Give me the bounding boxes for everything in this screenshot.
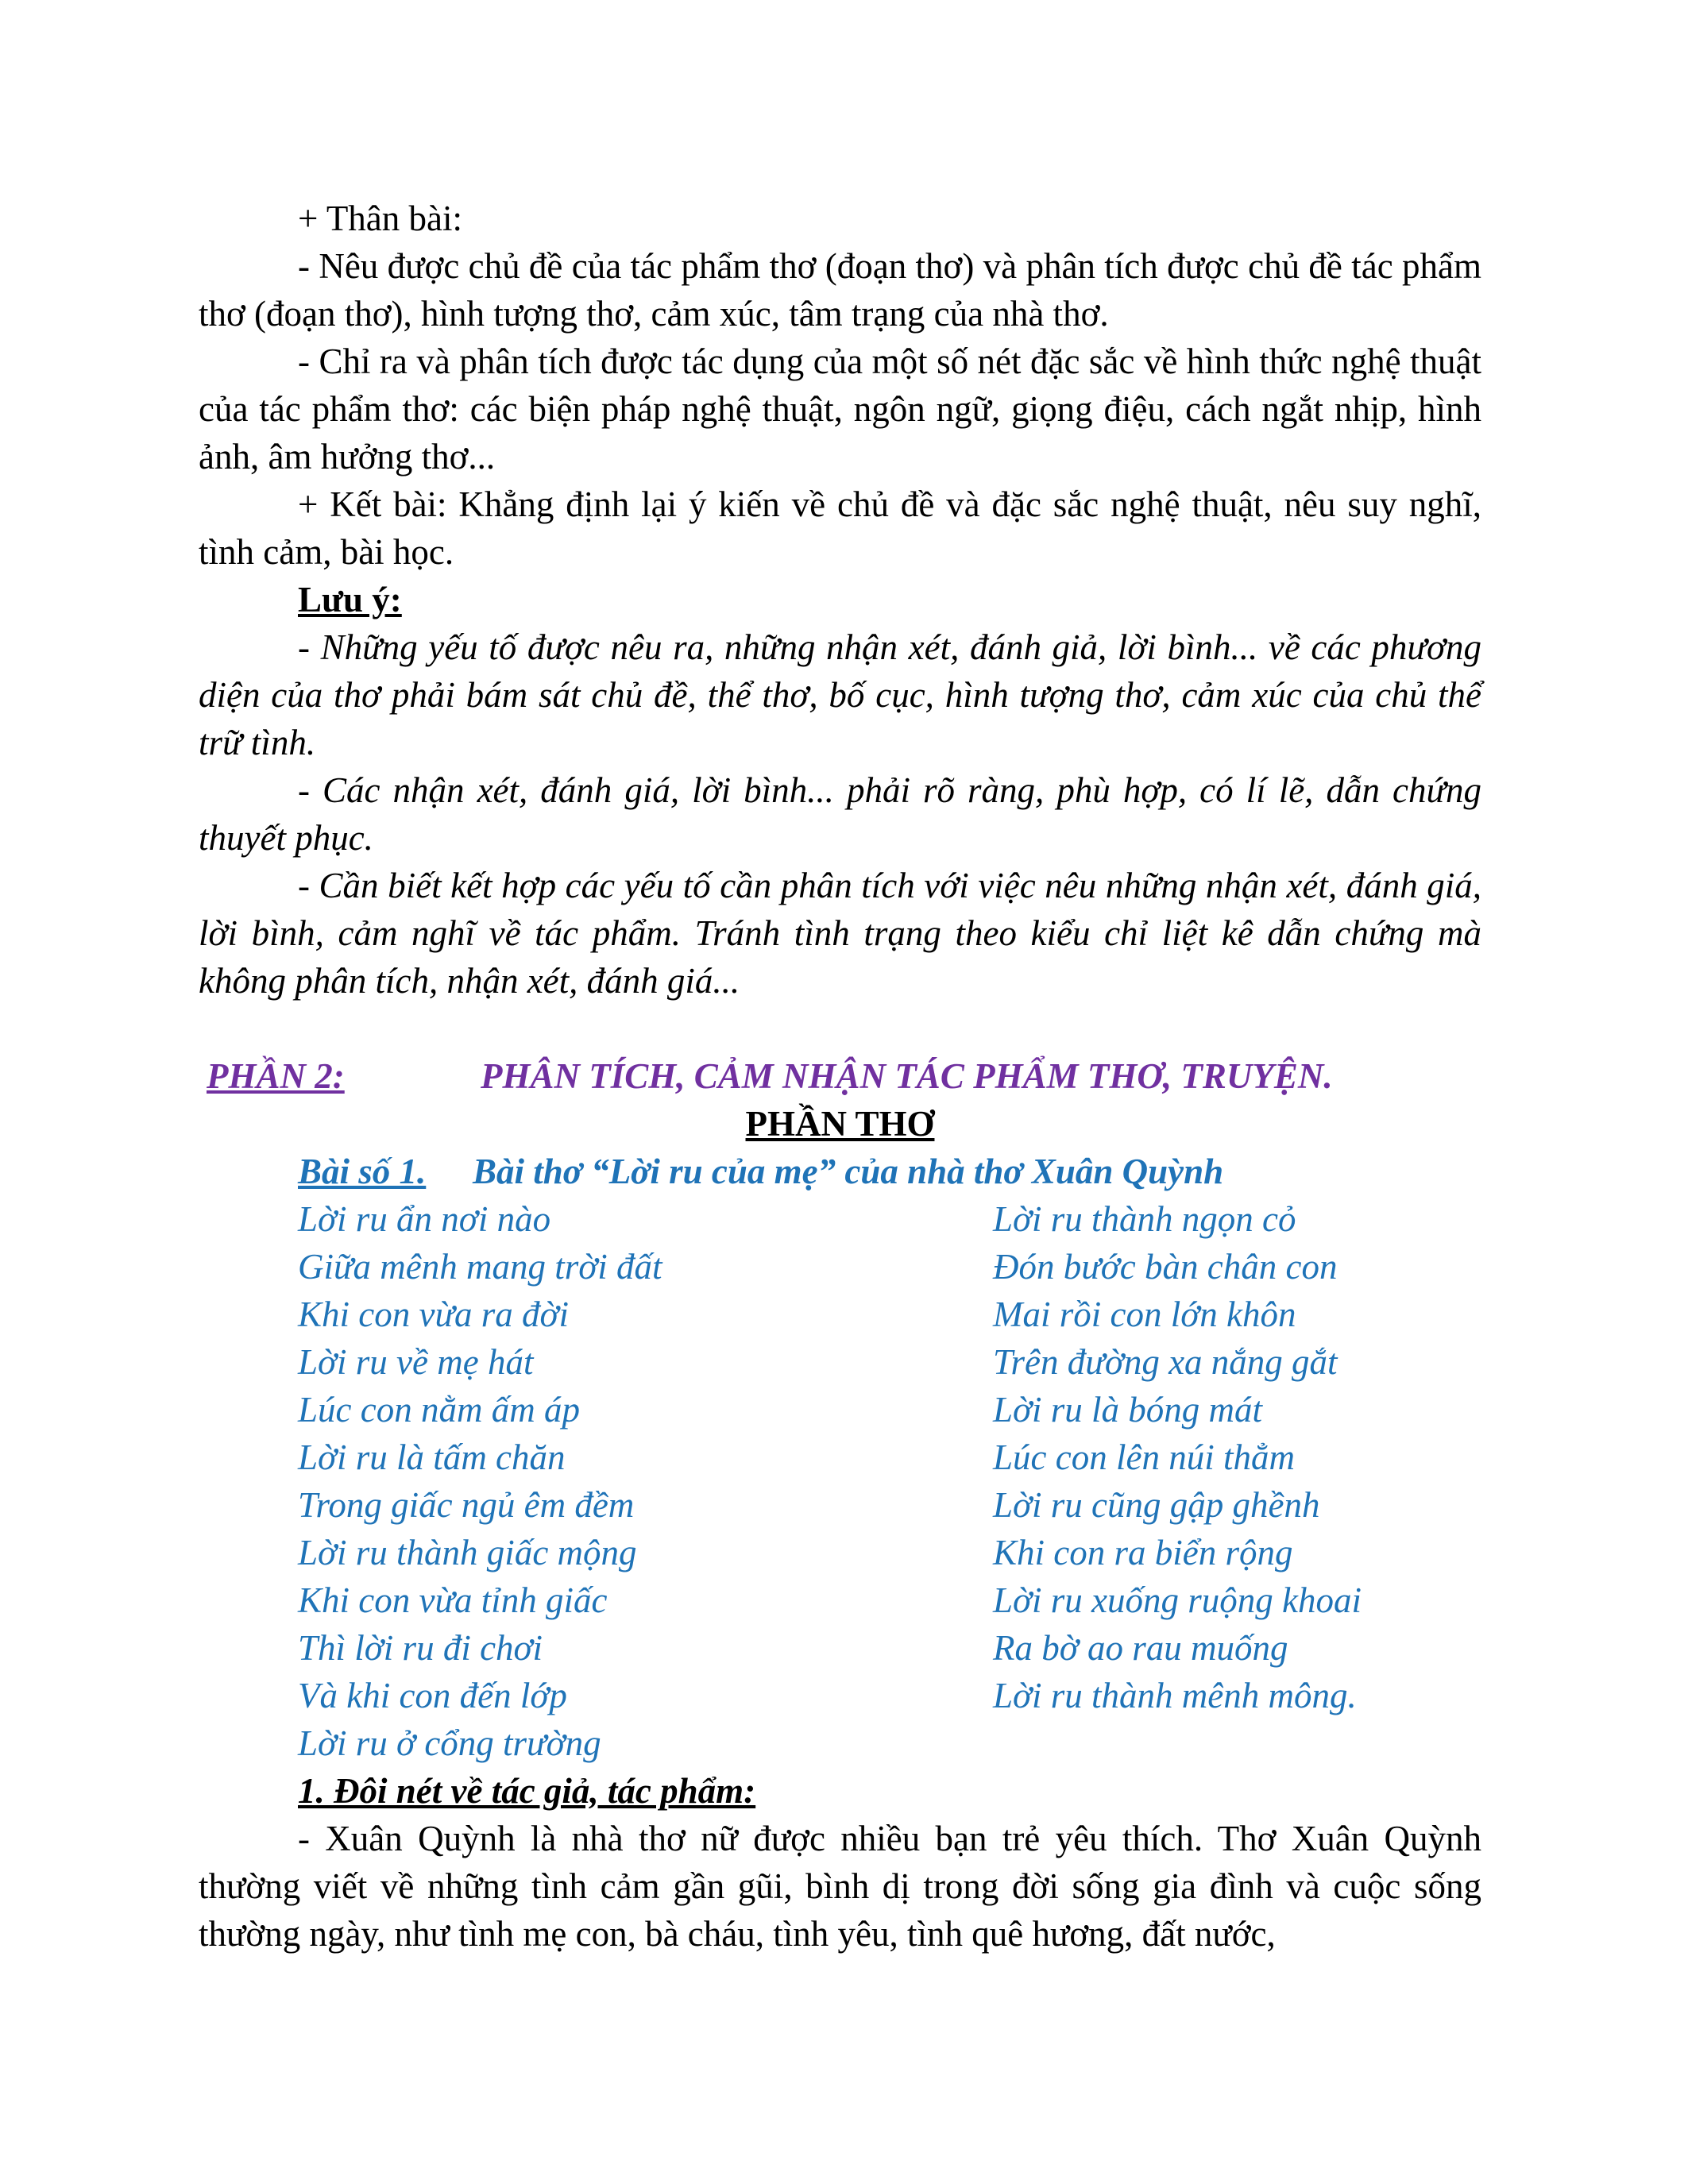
poem-body [199, 1195, 1481, 1767]
poem-verse: Trên đường xa nắng gắt [993, 1342, 1338, 1382]
poem-verse: Đón bước bàn chân con [993, 1247, 1338, 1287]
outline-point-1: - Nêu được chủ đề của tác phẩm thơ (đoạn thơ) và phân tích được chủ đề tác phẩm thơ (đoạn thơ), hình tượng thơ, cảm xúc, tâm trạng của nhà thơ. [199, 246, 1481, 334]
poem-verse: Lúc con nằm ấm áp [298, 1390, 580, 1430]
document-page [199, 195, 1481, 1958]
poem-verse: Lời ru xuống ruộng khoai [993, 1580, 1362, 1620]
poem-number: Bài số 1. [298, 1152, 427, 1191]
author-heading: 1. Đôi nét về tác giả, tác phẩm: [298, 1771, 756, 1811]
poem-heading [199, 1148, 1481, 1195]
poem-verse: Khi con vừa tỉnh giấc [298, 1580, 608, 1620]
note-item-2: - Các nhận xét, đánh giá, lời bình... phải rõ ràng, phù hợp, có lí lẽ, dẫn chứng thuyết phục. [199, 770, 1481, 858]
ket-bai: + Kết bài: Khẳng định lại ý kiến về chủ đề và đặc sắc nghệ thuật, nêu suy nghĩ, tình cảm, bài học. [199, 484, 1481, 572]
poem-verse: Giữa mênh mang trời đất [298, 1247, 662, 1287]
poem-verse: Lời ru ở cổng trường [298, 1723, 601, 1763]
poem-verse: Và khi con đến lớp [298, 1676, 567, 1715]
than-bai-label: + Thân bài: [298, 199, 463, 238]
poem-verse: Mai rồi con lớn khôn [993, 1295, 1296, 1334]
poem-verse: Khi con ra biển rộng [993, 1533, 1293, 1572]
note-heading: Lưu ý: [298, 580, 402, 619]
poem-column-right [993, 1195, 1362, 1719]
poem-verse: Ra bờ ao rau muống [993, 1628, 1288, 1668]
poem-verse: Lời ru cũng gập ghềnh [993, 1485, 1320, 1525]
part-heading [199, 1052, 1481, 1100]
author-text: - Xuân Quỳnh là nhà thơ nữ được nhiều bạn trẻ yêu thích. Thơ Xuân Quỳnh thường viết về những tình cảm gần gũi, bình dị trong đời sống gia đình và cuộc sống thường ngày, như tình mẹ con, bà cháu, tình yêu, tình quê hương, đất nước, [199, 1819, 1481, 1954]
part-label: PHẦN 2: [207, 1056, 345, 1096]
poem-verse: Thì lời ru đi chơi [298, 1628, 543, 1668]
poem-column-left [298, 1195, 662, 1767]
poem-verse: Lời ru là bóng mát [993, 1390, 1263, 1430]
poem-verse: Lời ru về mẹ hát [298, 1342, 534, 1382]
poem-verse: Lời ru thành ngọn cỏ [993, 1199, 1296, 1239]
poem-title: Bài thơ “Lời ru của mẹ” của nhà thơ Xuân Quỳnh [473, 1152, 1224, 1191]
poem-verse: Lời ru thành mênh mông. [993, 1676, 1357, 1715]
poem-verse: Lời ru thành giấc mộng [298, 1533, 637, 1572]
part-title: PHÂN TÍCH, CẢM NHẬN TÁC PHẨM THƠ, TRUYỆN. [481, 1056, 1333, 1096]
poem-verse: Trong giấc ngủ êm đềm [298, 1485, 635, 1525]
poem-verse: Lời ru là tấm chăn [298, 1437, 566, 1477]
note-item-3: - Cần biết kết hợp các yếu tố cần phân tích với việc nêu những nhận xét, đánh giá, lời bình, cảm nghĩ về tác phẩm. Tránh tình trạng theo kiểu chỉ liệt kê dẫn chứng mà không phân tích, nhận xét, đánh giá... [199, 866, 1481, 1001]
section-title: PHẦN THƠ [745, 1104, 935, 1144]
note-item-1: - Những yếu tố được nêu ra, những nhận xét, đánh giả, lời bình... về các phương diện của thơ phải bám sát chủ đề, thể thơ, bố cục, hình tượng thơ, cảm xúc của chủ thể trữ tình. [199, 627, 1481, 762]
outline-point-2: - Chỉ ra và phân tích được tác dụng của một số nét đặc sắc về hình thức nghệ thuật của tác phẩm thơ: các biện pháp nghệ thuật, ngôn ngữ, giọng điệu, cách ngắt nhịp, hình ảnh, âm hưởng thơ... [199, 341, 1481, 477]
poem-verse: Khi con vừa ra đời [298, 1295, 570, 1334]
poem-verse: Lúc con lên núi thẳm [993, 1437, 1295, 1477]
poem-verse: Lời ru ẩn nơi nào [298, 1199, 551, 1239]
